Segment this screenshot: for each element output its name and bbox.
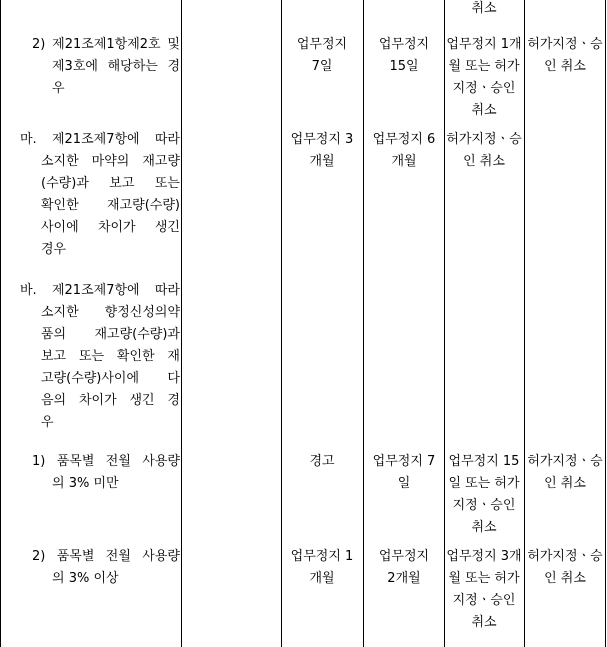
- penalty-cell-c5: 허가지정ㆍ승 인 취소: [527, 37, 603, 74]
- violation-description-line: 고량(수량)사이에 다: [41, 371, 180, 386]
- penalty-cell-c5: 허가지정ㆍ승 인 취소: [527, 454, 603, 491]
- penalty-cell-c3: 업무정지 15일: [378, 37, 430, 74]
- column-border: [0, 0, 1, 647]
- violation-description-line: 소지한 마약의 재고량: [41, 154, 180, 169]
- column-border: [281, 0, 282, 647]
- violation-description-line: 확인한 재고량(수량): [41, 198, 180, 213]
- penalty-cell-c2: 경고: [309, 454, 335, 469]
- violation-description-line: 음의 차이가 생긴 경: [41, 393, 180, 408]
- violation-description-line: 2) 제21조제1항제2호 및: [32, 37, 180, 52]
- violation-description-line: 바. 제21조제7항에 따라: [20, 283, 180, 298]
- violation-description-line: 경우: [41, 242, 67, 257]
- violation-description-line: 우: [41, 415, 54, 430]
- penalty-cell-c3: 업무정지 6 개월: [372, 132, 436, 169]
- violation-description-line: (수량)과 보고 또는: [41, 176, 180, 191]
- column-border: [363, 0, 364, 647]
- violation-description-line: 사이에 차이가 생긴: [41, 220, 180, 235]
- violation-description-line: 소지한 향정신성의약: [41, 305, 180, 320]
- penalty-cell-c4: 업무정지 1개 월 또는 허가 지정ㆍ승인 취소: [446, 37, 522, 118]
- violation-description-line: 1) 품목별 전월 사용량: [32, 454, 180, 469]
- penalty-cell-c4: 업무정지 15 일 또는 허가 지정ㆍ승인 취소: [448, 454, 520, 535]
- penalty-cell-c4: 허가지정ㆍ승 인 취소: [446, 132, 522, 169]
- column-border: [181, 0, 182, 647]
- column-border: [605, 0, 606, 647]
- penalty-cell-c4: 취소: [471, 1, 497, 16]
- penalty-cell-c2: 업무정지 1 개월: [290, 549, 354, 586]
- penalty-cell-c3: 업무정지 2개월: [378, 549, 430, 586]
- violation-description-line: 제3호에 해당하는 경: [52, 59, 180, 74]
- violation-description-line: 품의 재고량(수량)과: [41, 327, 180, 342]
- penalty-cell-c5: 허가지정ㆍ승 인 취소: [527, 549, 603, 586]
- violation-description-line: 마. 제21조제7항에 따라: [20, 132, 180, 147]
- column-border: [524, 0, 525, 647]
- violation-description-line: 의 3% 미만: [52, 476, 119, 491]
- column-border: [444, 0, 445, 647]
- penalty-cell-c4: 업무정지 3개 월 또는 허가 지정ㆍ승인 취소: [446, 549, 522, 630]
- violation-description-line: 2) 품목별 전월 사용량: [32, 549, 180, 564]
- penalty-cell-c2: 업무정지 3 개월: [290, 132, 354, 169]
- penalty-cell-c3: 업무정지 7 일: [372, 454, 436, 491]
- violation-description-line: 우: [52, 81, 65, 96]
- violation-description-line: 보고 또는 확인한 재: [41, 349, 180, 364]
- penalty-cell-c2: 업무정지 7일: [296, 37, 348, 74]
- violation-description-line: 의 3% 이상: [52, 571, 119, 586]
